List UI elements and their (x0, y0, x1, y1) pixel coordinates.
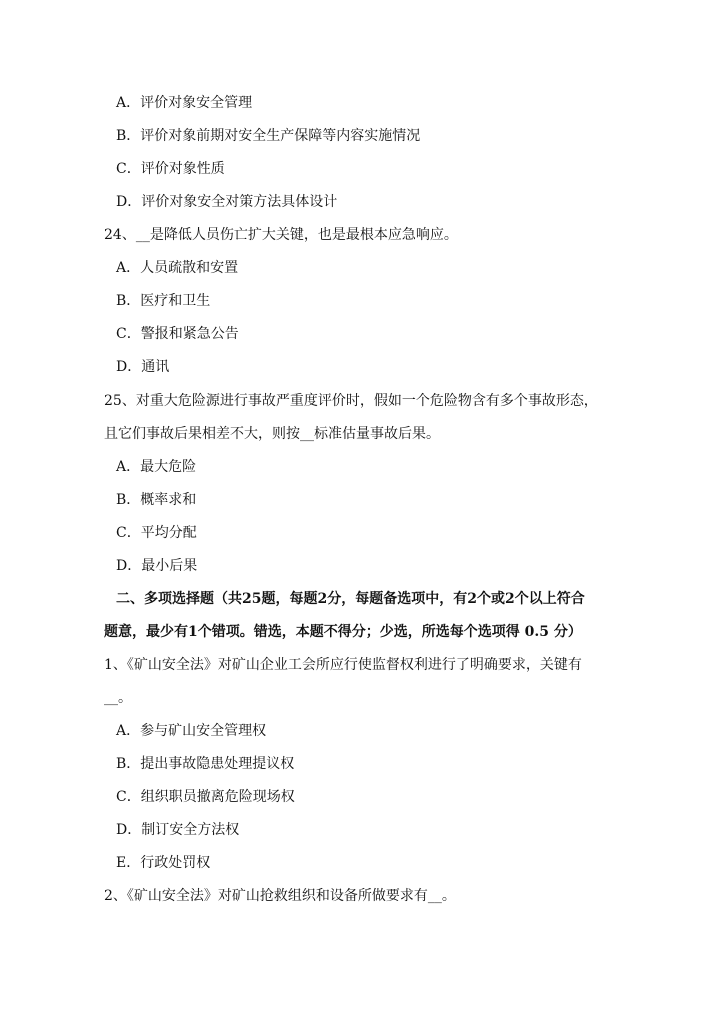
option-text: D．评价对象安全对策方法具体设计 (116, 194, 338, 210)
question-text: 1、《矿山安全法》对矿山企业工会所应行使监督权利进行了明确要求，关键有 (104, 657, 582, 673)
section-heading: 二、多项选择题（共25题，每题2分，每题备选项中，有2个或2个以上符合 (116, 591, 585, 607)
option-text: C．组织职员撤离危险现场权 (116, 789, 295, 805)
option-text: C．警报和紧急公告 (116, 326, 239, 342)
option-text: D．最小后果 (116, 558, 198, 574)
section-heading-continued: 题意，最少有1个错项。错选，本题不得分；少选，所选每个选项得 0.5 分） (104, 624, 582, 640)
question-text-continued: 且它们事故后果相差不大，则按__标准估量事故后果。 (104, 426, 440, 442)
option-text: C．评价对象性质 (116, 161, 225, 177)
option-text: B．评价对象前期对安全生产保障等内容实施情况 (116, 128, 421, 144)
option-text: B．提出事故隐患处理提议权 (116, 756, 295, 772)
option-text: A．最大危险 (116, 459, 197, 475)
option-text: B．概率求和 (116, 492, 197, 508)
question-text: 24、__是降低人员伤亡扩大关键，也是最根本应急响应。 (104, 227, 458, 243)
option-text: D．制订安全方法权 (116, 822, 240, 838)
option-text: B．医疗和卫生 (116, 293, 211, 309)
option-text: A．评价对象安全管理 (116, 95, 253, 111)
option-text: D．通讯 (116, 359, 170, 375)
question-text: 25、对重大危险源进行事故严重度评价时，假如一个危险物含有多个事故形态， (104, 393, 598, 409)
option-text: E．行政处罚权 (116, 855, 211, 871)
option-text: A．参与矿山安全管理权 (116, 723, 267, 739)
question-text-continued: __。 (104, 690, 132, 706)
question-text: 2、《矿山安全法》对矿山抢救组织和设备所做要求有__。 (104, 888, 456, 904)
option-text: C．平均分配 (116, 525, 197, 541)
option-text: A．人员疏散和安置 (116, 260, 239, 276)
